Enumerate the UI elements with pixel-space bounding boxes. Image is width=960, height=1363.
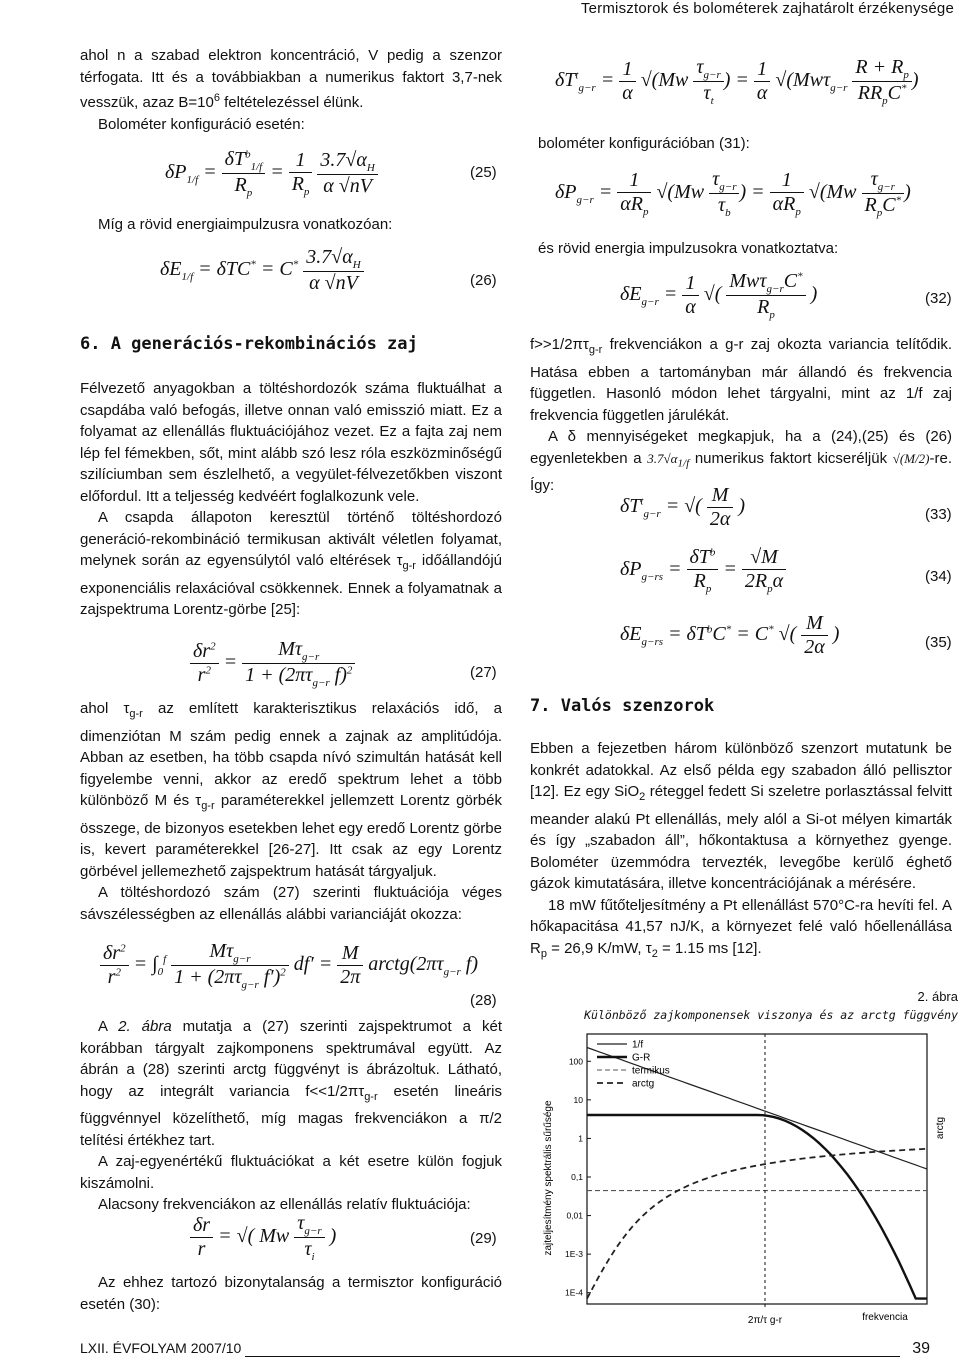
equation-number: (25) xyxy=(470,164,497,181)
footer-journal: LXII. ÉVFOLYAM 2007/10 xyxy=(80,1340,242,1356)
paragraph: 18 mW fűtőteljesítmény a Pt ellenállást 570°C-ra hevíti fel. A hőkapacitása 41,57 nJ/K, a környezet felé való hőellenállása $R_p = 26,9$ K/mW, $\tau_2 = 1.15$ ms [12]. xyxy=(530,896,952,960)
equation-35: $\delta E_{g-rs} = \delta T^bC^* = C^*$ √( $\frac{M}{2\alpha}$ ) xyxy=(620,612,840,658)
figure-number: 2. ábra xyxy=(917,989,958,1004)
right-column xyxy=(530,696,952,718)
y-tick-label: 10 xyxy=(573,1094,583,1105)
x-axis-label: frekvencia xyxy=(862,1312,908,1323)
equation-number: (27) xyxy=(470,664,497,681)
left-column xyxy=(80,334,502,356)
paragraph: bolométer konfigurációban (31): xyxy=(538,135,750,152)
equation-31: $\delta P_{g-r}$ = $\frac{1}{\alpha R_p}$ √(Mw $\frac{\tau_{g-r}}{\tau_b}$ ) = $\frac{1}{\alpha R_p}$ √(Mw $\frac{\tau_{g-r}}{R_pC^*}$ ) xyxy=(555,168,911,219)
equation-number: (35) xyxy=(925,634,952,651)
y-tick-label: 1E-3 xyxy=(565,1249,583,1260)
figure-title xyxy=(584,988,958,1024)
paragraph: és rövid energia impulzusokra vonatkoztatva: xyxy=(538,240,839,257)
running-header: Termisztorok és bolométerek zajhatárolt érzékenysége xyxy=(580,0,954,17)
paragraph: A 2. ábra mutatja a (27) szerinti zajspektrumot a két korábban tárgyalt zajkomponens spektrumával együtt. Az ábrán a (28) szerinti arctg függvényt is ábrázoltuk. Látható, hogy az integrált variancia $f<<1/2\pi\tau_{g-r}$ esetén lineáris függvénnyel közelíthető, míg magas frekvenciákon a π/2 telítési értékhez tart. xyxy=(80,1018,502,1149)
equation-number: (33) xyxy=(925,506,952,523)
legend-label: arctg xyxy=(632,1078,655,1090)
paragraph: Alacsony frekvenciákon az ellenállás relatív fluktuációja: xyxy=(98,1196,471,1213)
legend-label: G-R xyxy=(632,1052,651,1064)
y-axis-label: zajteljesítmény spektrális sűrűsége xyxy=(543,1100,554,1256)
section-heading: 7. Valós szenzorok xyxy=(530,696,715,716)
equation-number: (28) xyxy=(470,992,497,1009)
left-column xyxy=(80,214,502,236)
equation-29: $\frac{\delta r}{r}$ = √( Mw $\frac{\tau_{g-r}}{\tau_i}$ ) xyxy=(190,1212,336,1263)
noise-spectrum-chart xyxy=(535,1028,960,1328)
paragraph: A csapda állapoton keresztül történő töltéshordozó generáció-rekombináció termikusan aktivált véletlen folyamat, melynek során az egyensúlytól való eltérések $\tau_{g-r}$ időállandójú exponenciális relaxációval csökkennek. Ennek a folyamatnak a zajspektruma Lorentz-görbe [25]: xyxy=(80,509,502,618)
y-tick-label: 1E-4 xyxy=(565,1287,583,1298)
equation-27: $\frac{\delta r^2}{r^2}$ = $\frac{M\tau_{g-r}}{1 + (2\pi\tau_{g-r} f)^2}$ xyxy=(190,638,355,689)
footer-rule xyxy=(245,1356,900,1357)
equation-number: (29) xyxy=(470,1230,497,1247)
y-tick-label: 0,01 xyxy=(566,1210,583,1221)
paragraph: Míg a rövid energiaimpulzusra vonatkozóan: xyxy=(98,216,393,233)
right-column xyxy=(530,738,952,965)
paragraph: $f>>1/2\pi\tau_{g-r}$ frekvenciákon a g-r zaj okozta variancia telítődik. Hatása ebben a tartományban már állandó és frekvencia független. Hasonló módon lehet tárgyalni, mint az 1/f zaj frekvencia független járulékát. xyxy=(530,336,952,424)
page-number: 39 xyxy=(912,1340,930,1357)
paragraph: Az ehhez tartozó bizonytalanság a termisztor konfiguráció esetén (30): xyxy=(80,1274,502,1313)
equation-26: $\delta E_{1/f} = \delta TC^* = C^*$ $\frac{3.7√\alpha_H}{\alpha √nV}$ xyxy=(160,246,364,295)
equation-33: $\delta T^t_{g-r}$ = √( $\frac{M}{2\alpha}$ ) xyxy=(620,484,746,530)
paragraph: Félvezető anyagokban a töltéshordozók száma fluktuálhat a csapdába való befogás, illetve onnan való emisszió miatt. Ez a folyamat az ellenállás fluktuációjához vezet. Ez a fajta zaj nem lép fel fémekben, sőt, mint alább szó lesz róla eszközminőségű szilíciumban sem észlelhető, a vegyület-félvezetőkben viszont előfordul. Itt a teljesség kedvéért foglalkozunk vele. xyxy=(80,380,502,505)
equation-number: (34) xyxy=(925,568,952,585)
y-tick-label: 0,1 xyxy=(571,1172,583,1182)
left-column xyxy=(80,1016,502,1216)
paragraph: ahol $\tau_{g-r}$ az említett karakterisztikus relaxációs idő, a dimenziótan M szám pedig ennek a zajnak az amplitúdója. Abban az esetben, ha több csapda nívó szimultán hatását kell figyelembe venni, akkor az eredő spektrum lehet a több különböző M és $\tau_{g-r}$ paraméterekkel jellemzett Lorentz görbék összege, de bizonyos esetekben lehet egy eredő Lorentz görbe is, kevert paraméterekkel [26-27]. Itt csak az egy Lorentz görbével jellemezhető zajspektrum hatását tárgyaljuk. xyxy=(80,700,502,880)
paragraph: Bolométer konfiguráció esetén: xyxy=(98,115,305,133)
figure-caption: Különböző zajkomponensek viszonya és az arctg függvény xyxy=(584,1008,958,1022)
paragraph: Ebben a fejezetben három különböző szenzort mutatunk be konkrét adatokkal. Az első példa egy szabadon álló pellisztor [12]. Ez egy SiO$_2$ réteggel fedett Si szeletre porlasztással felvitt meander alakú Pt ellenállás, mely alól a Si-ot mélyen kimarták és így „szabadon áll”, hőkontaktusa a környethez gyenge. Bolométer üzemmódra tervezték, levegőbe kerülő éghető gázok kimutatására, illetve koncentrációjának a mérésére. xyxy=(530,740,952,892)
y-tick-label: 1 xyxy=(578,1133,583,1144)
right-column xyxy=(538,133,960,155)
left-column xyxy=(80,698,502,925)
left-column xyxy=(80,378,502,621)
equation-number: (26) xyxy=(470,272,497,289)
x-marker-label: 2π/τ g-r xyxy=(747,1315,783,1326)
section-heading: 6. A generációs-rekombinációs zaj xyxy=(80,334,418,354)
equation-25: $\delta P_{1/f}$ = $\frac{\delta T^b_{1/f}}{R_p}$ = $\frac{1}{R_p}$ $\frac{3.7√\alpha_H}{\alpha √nV}$ xyxy=(165,148,378,199)
right-column xyxy=(530,334,952,496)
equation-number: (32) xyxy=(925,290,952,307)
right-axis-label: arctg xyxy=(935,1116,946,1140)
equation-30: $\delta T^t_{g-r}$ = $\frac{1}{\alpha}$ √(Mw $\frac{\tau_{g-r}}{\tau_t}$ ) = $\frac{1}{\alpha}$ √(Mwτ$_{g-r}$ $\frac{R + R_p}{RR_pC^*}$ ) xyxy=(555,56,919,107)
equation-28: $\frac{\delta r^2}{r^2}$ = $\int_0^f$ $\frac{M\tau_{g-r}}{1 + (2\pi\tau_{g-r} f')^2}$ df′ = $\frac{M}{2\pi}$ $arctg(2\pi\tau_{g-r}$ f) xyxy=(100,940,478,991)
inline-factor-old: $3.7√\alpha_{1/f}$ xyxy=(647,450,690,470)
equation-32: $\delta E_{g-r}$ = $\frac{1}{\alpha}$ √( $\frac{Mw\tau_{g-r}C^*}{R_p}$ ) xyxy=(620,270,818,321)
paragraph: A zaj-egyenértékű fluktuációkat a két esetre külön fogjuk kiszámolni. xyxy=(80,1153,502,1192)
y-tick-label: 100 xyxy=(568,1056,583,1067)
legend-label: 1/f xyxy=(632,1039,644,1051)
inline-factor-new: √(M/2) xyxy=(892,450,930,466)
left-column xyxy=(80,1272,502,1315)
right-column xyxy=(538,238,960,260)
left-column xyxy=(80,45,502,135)
equation-34: $\delta P_{g-rs}$ = $\frac{\delta T^b}{R_p}$ = $\frac{√M}{2R_p\alpha}$ xyxy=(620,546,786,595)
paragraph: A töltéshordozó szám (27) szerinti fluktuációja véges sávszélességben az ellenállás alábbi varianciáját okozza: xyxy=(80,884,502,923)
legend-label: termikus xyxy=(632,1065,670,1077)
paragraph: ahol n a szabad elektron koncentráció, V pedig a szenzor térfogata. Itt és a továbbiakban a numerikus faktort 3,7-nek vesszük, azaz $B=10^6$ feltételezéssel élünk. xyxy=(80,47,502,111)
paragraph: A δ mennyiségeket megkapjuk, ha a (24),(25) és (26) egyenletekben a $3.7√\alpha_{1/f}$ numerikus faktort kicseréljük √(M/2)-re. Így: xyxy=(530,428,953,494)
